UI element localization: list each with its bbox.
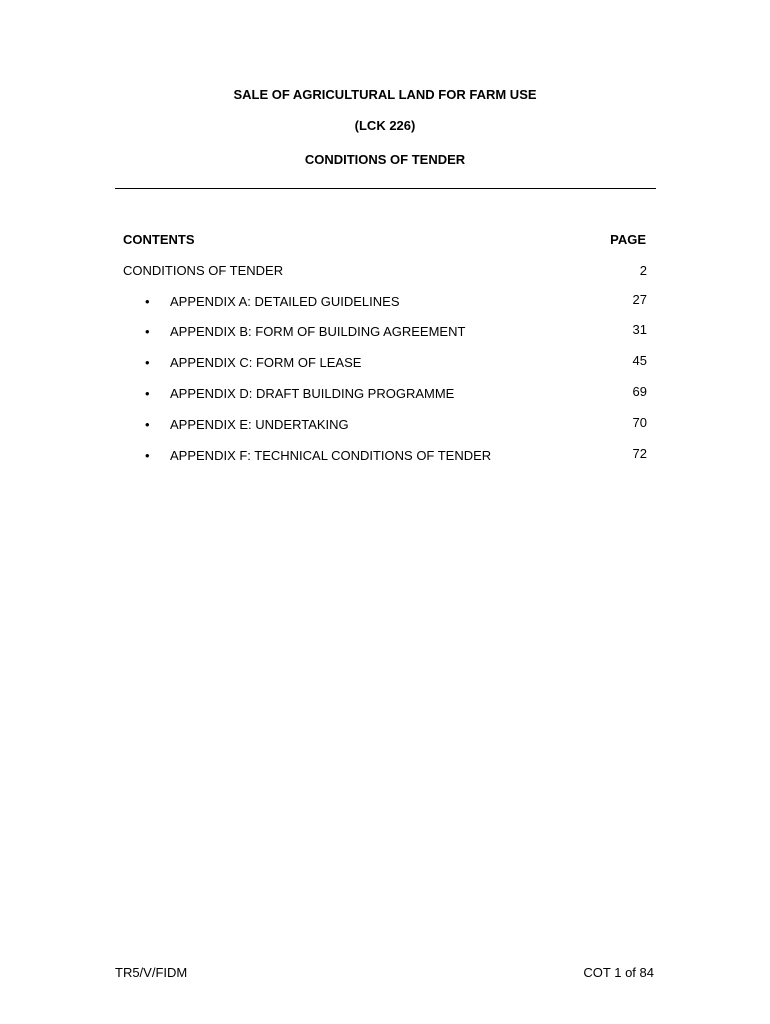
toc-entry-page: 31 [632, 322, 647, 337]
toc-entry [0, 294, 770, 312]
toc-entry [0, 448, 770, 466]
toc-entry-label: CONDITIONS OF TENDER [123, 263, 284, 278]
page-heading: PAGE [610, 232, 646, 247]
contents-heading: CONTENTS [123, 232, 195, 247]
document-title: SALE OF AGRICULTURAL LAND FOR FARM USE [233, 87, 537, 102]
document-subtitle: CONDITIONS OF TENDER [304, 152, 466, 167]
toc-entry-page: 69 [632, 384, 647, 399]
toc-entry [0, 417, 770, 435]
bullet-icon: • [145, 355, 150, 370]
toc-entry [0, 324, 770, 342]
toc-entry-page: 45 [632, 353, 647, 368]
toc-entry-label: APPENDIX A: DETAILED GUIDELINES [170, 294, 400, 309]
bullet-icon: • [145, 294, 150, 309]
bullet-icon: • [145, 417, 150, 432]
toc-entry-label: APPENDIX C: FORM OF LEASE [170, 355, 362, 370]
toc-entry-page: 72 [632, 446, 647, 461]
bullet-icon: • [145, 324, 150, 339]
bullet-icon: • [145, 448, 150, 463]
toc-entry-label: APPENDIX D: DRAFT BUILDING PROGRAMME [170, 386, 455, 401]
horizontal-rule [115, 188, 656, 189]
toc-entry-label: APPENDIX F: TECHNICAL CONDITIONS OF TENDER [170, 448, 492, 463]
document-code: (LCK 226) [354, 118, 416, 133]
toc-entry [0, 355, 770, 373]
toc-entry [0, 263, 770, 281]
bullet-icon: • [145, 386, 150, 401]
footer-page-number: COT 1 of 84 [583, 965, 654, 980]
footer-reference: TR5/V/FIDM [115, 965, 188, 980]
toc-entry-label: APPENDIX B: FORM OF BUILDING AGREEMENT [170, 324, 466, 339]
toc-entry-page: 2 [639, 263, 647, 278]
toc-entry-page: 27 [632, 292, 647, 307]
toc-entry [0, 386, 770, 404]
toc-entry-label: APPENDIX E: UNDERTAKING [170, 417, 349, 432]
toc-entry-page: 70 [632, 415, 647, 430]
